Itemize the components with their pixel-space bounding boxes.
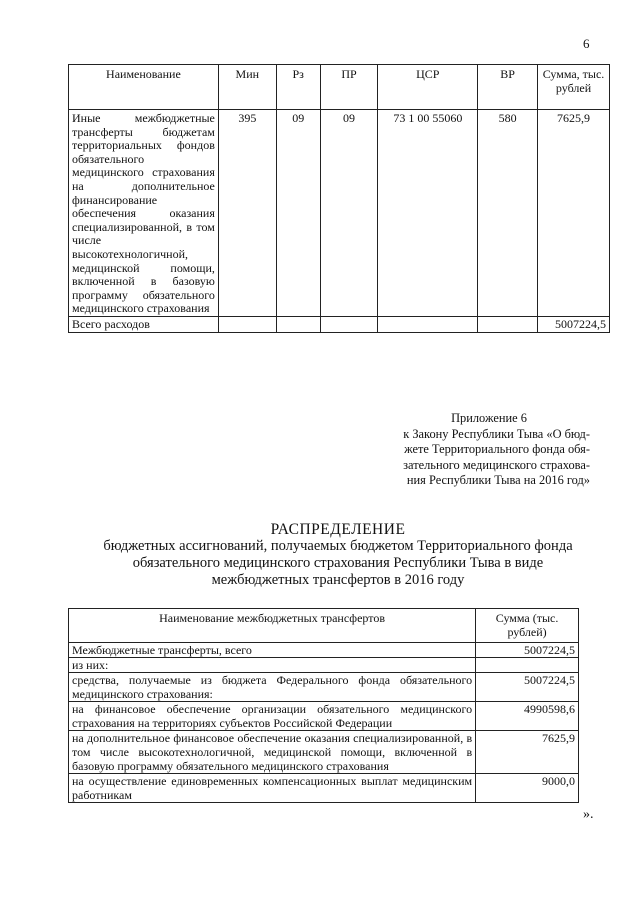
closing-mark: ». bbox=[583, 807, 594, 822]
table-row bbox=[69, 110, 610, 317]
col-header-sum: Сумма, тыс. рублей bbox=[538, 65, 610, 110]
row-sum: 4990598,6 bbox=[476, 702, 579, 731]
row-csr: 73 1 00 55060 bbox=[378, 110, 478, 317]
row-sum: 5007224,5 bbox=[476, 643, 579, 658]
row-sum bbox=[476, 658, 579, 673]
total-sum: 5007224,5 bbox=[538, 316, 610, 332]
row-min: 395 bbox=[218, 110, 276, 317]
row-name: Иные межбюджетные трансферты бюджетам территориальных фондов обязательного медицинского страхования на дополнительное финансирование обеспечения оказания специализированной, в том числе высокотехнологичной, медицинской помощи, включенной в базовую программу обязательного медицинского страхования bbox=[69, 110, 219, 317]
row-name: на дополнительное финансовое обеспечение оказания специализированной, в том числе высокотехнологичной, медицинской помощи, включенной в базовую программу обязательного медицинского страхования bbox=[69, 731, 476, 774]
col-header-vr: ВР bbox=[478, 65, 538, 110]
row-name: средства, получаемые из бюджета Федерального фонда обязательного медицинского страхования: bbox=[69, 673, 476, 702]
col-header-pr: ПР bbox=[320, 65, 378, 110]
expenses-table bbox=[68, 64, 610, 333]
table-row bbox=[69, 658, 579, 673]
appendix-block bbox=[388, 411, 590, 489]
row-pr: 09 bbox=[320, 110, 378, 317]
col-header-rz: Рз bbox=[276, 65, 320, 110]
appendix-line: зательного медицинского страхова- bbox=[403, 457, 590, 472]
title-line: обязательного медицинского страхования Республики Тыва в виде bbox=[132, 555, 544, 571]
total-label: Всего расходов bbox=[69, 316, 219, 332]
row-sum: 9000,0 bbox=[476, 774, 579, 803]
transfers-table bbox=[68, 608, 579, 803]
row-name: на осуществление единовременных компенсационных выплат медицинским работникам bbox=[69, 774, 476, 803]
col-header-csr: ЦСР bbox=[378, 65, 478, 110]
row-name: Межбюджетные трансферты, всего bbox=[69, 643, 476, 658]
total-row bbox=[69, 316, 610, 332]
row-sum: 7625,9 bbox=[476, 731, 579, 774]
row-sum: 5007224,5 bbox=[476, 673, 579, 702]
title-main: РАСПРЕДЕЛЕНИЕ bbox=[270, 521, 406, 538]
row-vr: 580 bbox=[478, 110, 538, 317]
table-header-row bbox=[69, 609, 579, 643]
row-name: из них: bbox=[69, 658, 476, 673]
table-row bbox=[69, 673, 579, 702]
table-row bbox=[69, 702, 579, 731]
col-header-min: Мин bbox=[218, 65, 276, 110]
table-row bbox=[69, 731, 579, 774]
appendix-title: Приложение 6 bbox=[451, 411, 527, 425]
title-line: межбюджетных трансфертов в 2016 году bbox=[211, 572, 465, 588]
table-row bbox=[69, 643, 579, 658]
col-header-sum: Сумма (тыс. рублей) bbox=[476, 609, 579, 643]
row-name: на финансовое обеспечение организации обязательного медицинского страхования на территориях субъектов Российской Федерации bbox=[69, 702, 476, 731]
table-row bbox=[69, 774, 579, 803]
col-header-name: Наименование межбюджетных трансфертов bbox=[69, 609, 476, 643]
row-rz: 09 bbox=[276, 110, 320, 317]
page-number: 6 bbox=[583, 36, 590, 51]
row-sum: 7625,9 bbox=[538, 110, 610, 317]
col-header-name: Наименование bbox=[69, 65, 219, 110]
table-header-row bbox=[69, 65, 610, 110]
appendix-line: ния Республики Тыва на 2016 год» bbox=[406, 473, 590, 487]
document-title bbox=[68, 521, 608, 589]
appendix-line: к Закону Республики Тыва «О бюд- bbox=[403, 426, 590, 441]
appendix-line: жете Территориального фонда обя- bbox=[404, 442, 590, 456]
title-line: бюджетных ассигнований, получаемых бюджетом Территориального фонда bbox=[103, 538, 573, 554]
